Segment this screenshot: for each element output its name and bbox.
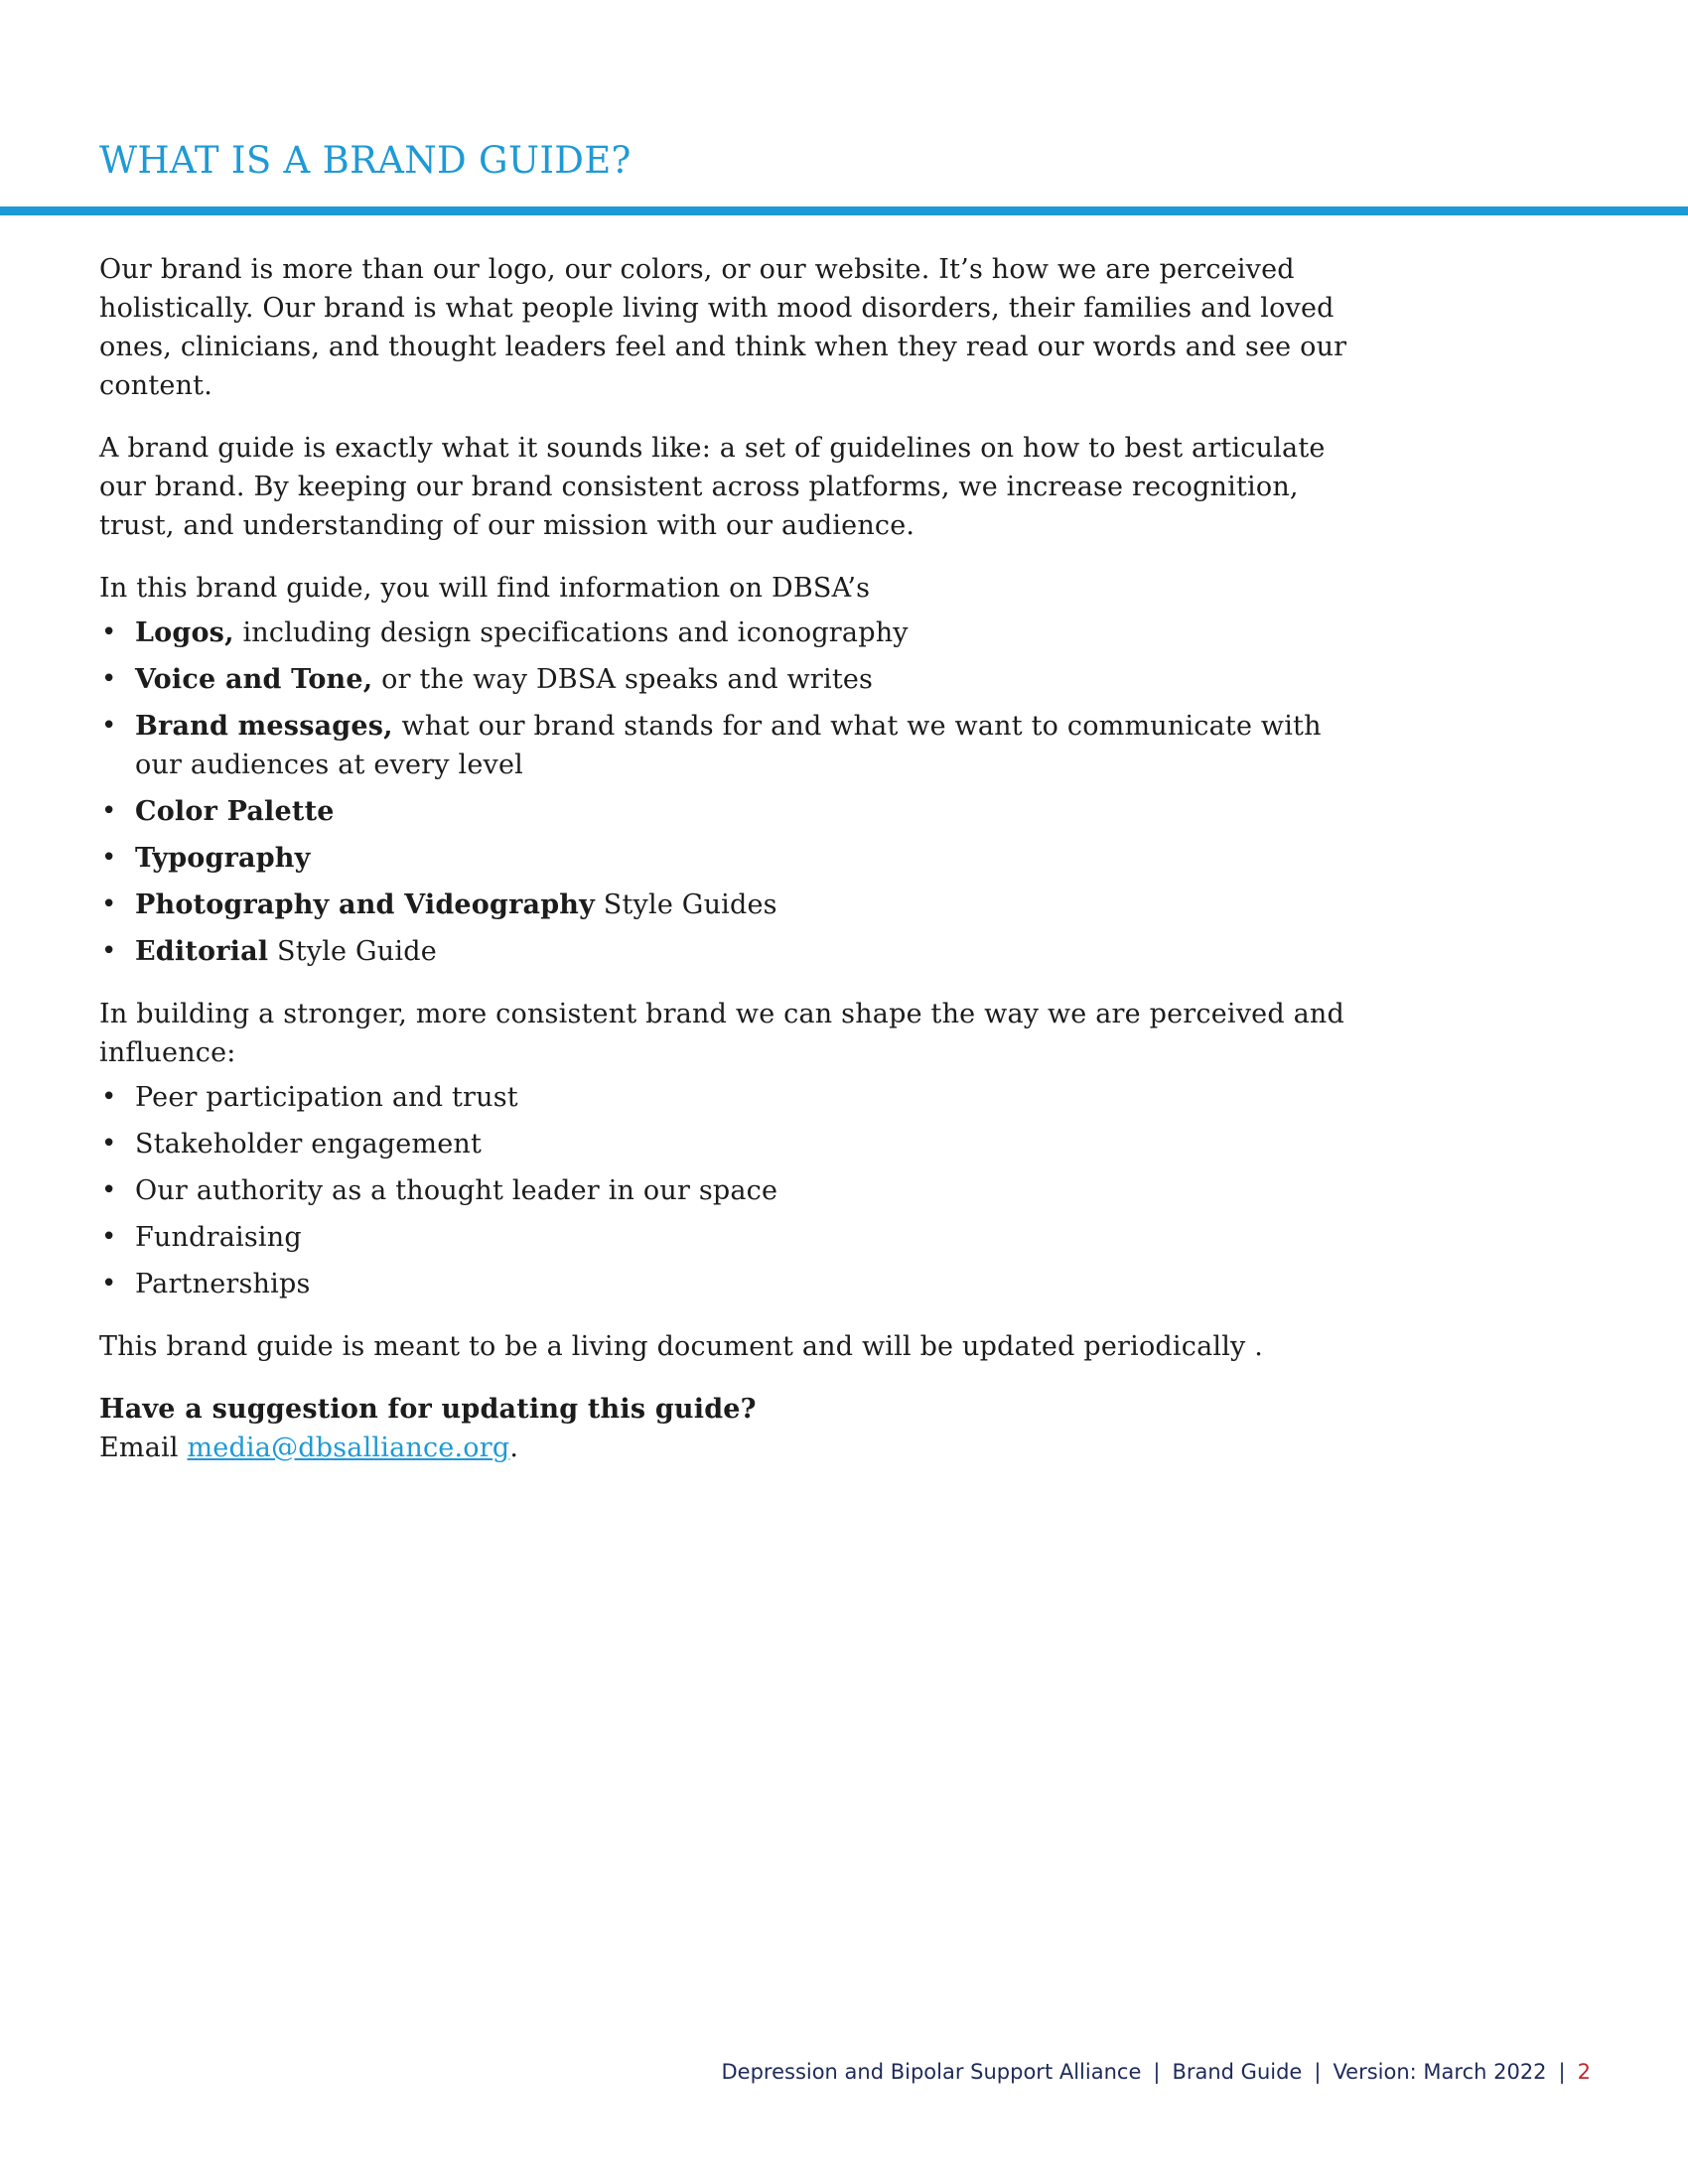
bullet-icon: • (101, 843, 117, 873)
list-item-bold: Typography (135, 843, 311, 874)
influence-intro: In building a stronger, more consistent brand we can shape the way we are perceived and influence: (99, 999, 1344, 1068)
bullet-icon: • (101, 1269, 117, 1298)
footer-separator: | (1153, 2060, 1161, 2084)
definition-paragraph: A brand guide is exactly what it sounds like: a set of guidelines on how to best articulate our brand. By keeping our brand consistent across platforms, we increase recognition, trust, and understanding of our mission with our audience. (99, 433, 1326, 541)
email-line (99, 1429, 1350, 1467)
bullet-icon: • (101, 1222, 117, 1252)
footer-version: Version: March 2022 (1333, 2060, 1547, 2084)
list-item-text: or the way DBSA speaks and writes (372, 664, 874, 695)
list-item (99, 707, 1350, 784)
list-item-bold: Brand messages, (135, 711, 393, 742)
bullet-icon: • (101, 617, 117, 647)
list-item (99, 1078, 1350, 1117)
list-item (99, 1171, 1350, 1210)
bullet-icon: • (101, 1082, 117, 1112)
list-item (99, 792, 1350, 831)
list-item-text: including design specifications and iconography (233, 617, 909, 648)
title-divider (0, 206, 1688, 215)
list-item (99, 660, 1350, 699)
email-prefix: Email (99, 1433, 188, 1463)
bullet-icon: • (101, 1175, 117, 1205)
list-item (99, 614, 1350, 652)
bullet-icon: • (101, 711, 117, 741)
main-content (99, 250, 1350, 1467)
list-item (99, 1218, 1350, 1257)
suggestion-heading: Have a suggestion for updating this guide? (99, 1394, 757, 1425)
bullet-icon: • (101, 796, 117, 826)
list-item-bold: Voice and Tone, (135, 664, 373, 695)
bullet-icon: • (101, 664, 117, 694)
footer-separator: | (1314, 2060, 1322, 2084)
footer-separator: | (1558, 2060, 1566, 2084)
list-item (99, 886, 1350, 924)
influence-list (99, 1078, 1350, 1303)
list-item-text: Partnerships (135, 1269, 311, 1299)
list-item-text: Peer participation and trust (135, 1082, 518, 1113)
living-document-note: This brand guide is meant to be a living document and will be updated periodically . (99, 1331, 1264, 1362)
footer-org: Depression and Bipolar Support Alliance (721, 2060, 1142, 2084)
guide-contents-list (99, 614, 1350, 971)
bullet-icon: • (101, 889, 117, 919)
list-item-text: Stakeholder engagement (135, 1129, 483, 1160)
list-item-text: Fundraising (135, 1222, 302, 1253)
guide-contents-intro: In this brand guide, you will find information on DBSA’s (99, 573, 871, 604)
email-suffix: . (509, 1433, 519, 1463)
list-item-text: Our authority as a thought leader in our space (135, 1175, 778, 1206)
email-link[interactable]: media@dbsalliance.org (187, 1433, 510, 1463)
page-number: 2 (1577, 2060, 1591, 2084)
bullet-icon: • (101, 1129, 117, 1159)
list-item-bold: Photography and Videography (135, 889, 596, 920)
list-item-bold: Editorial (135, 936, 269, 967)
bullet-icon: • (101, 936, 117, 966)
list-item-text: Style Guides (595, 889, 777, 920)
page-footer (721, 2060, 1591, 2084)
list-item (99, 839, 1350, 878)
list-item-text: what our brand stands for and what we want to communicate with our audiences at every level (135, 711, 1322, 780)
intro-paragraph: Our brand is more than our logo, our colors, or our website. It’s how we are perceived holistically. Our brand is what people living with mood disorders, their families and loved ones, clinicians, and thought leaders feel and think when they read our words and see our content. (99, 254, 1347, 401)
list-item (99, 1125, 1350, 1163)
list-item (99, 932, 1350, 971)
list-item (99, 1265, 1350, 1303)
page-title: WHAT IS A BRAND GUIDE? (99, 139, 632, 182)
list-item-bold: Color Palette (135, 796, 335, 827)
footer-doc: Brand Guide (1172, 2060, 1303, 2084)
list-item-bold: Logos, (135, 617, 234, 648)
list-item-text: Style Guide (268, 936, 437, 967)
